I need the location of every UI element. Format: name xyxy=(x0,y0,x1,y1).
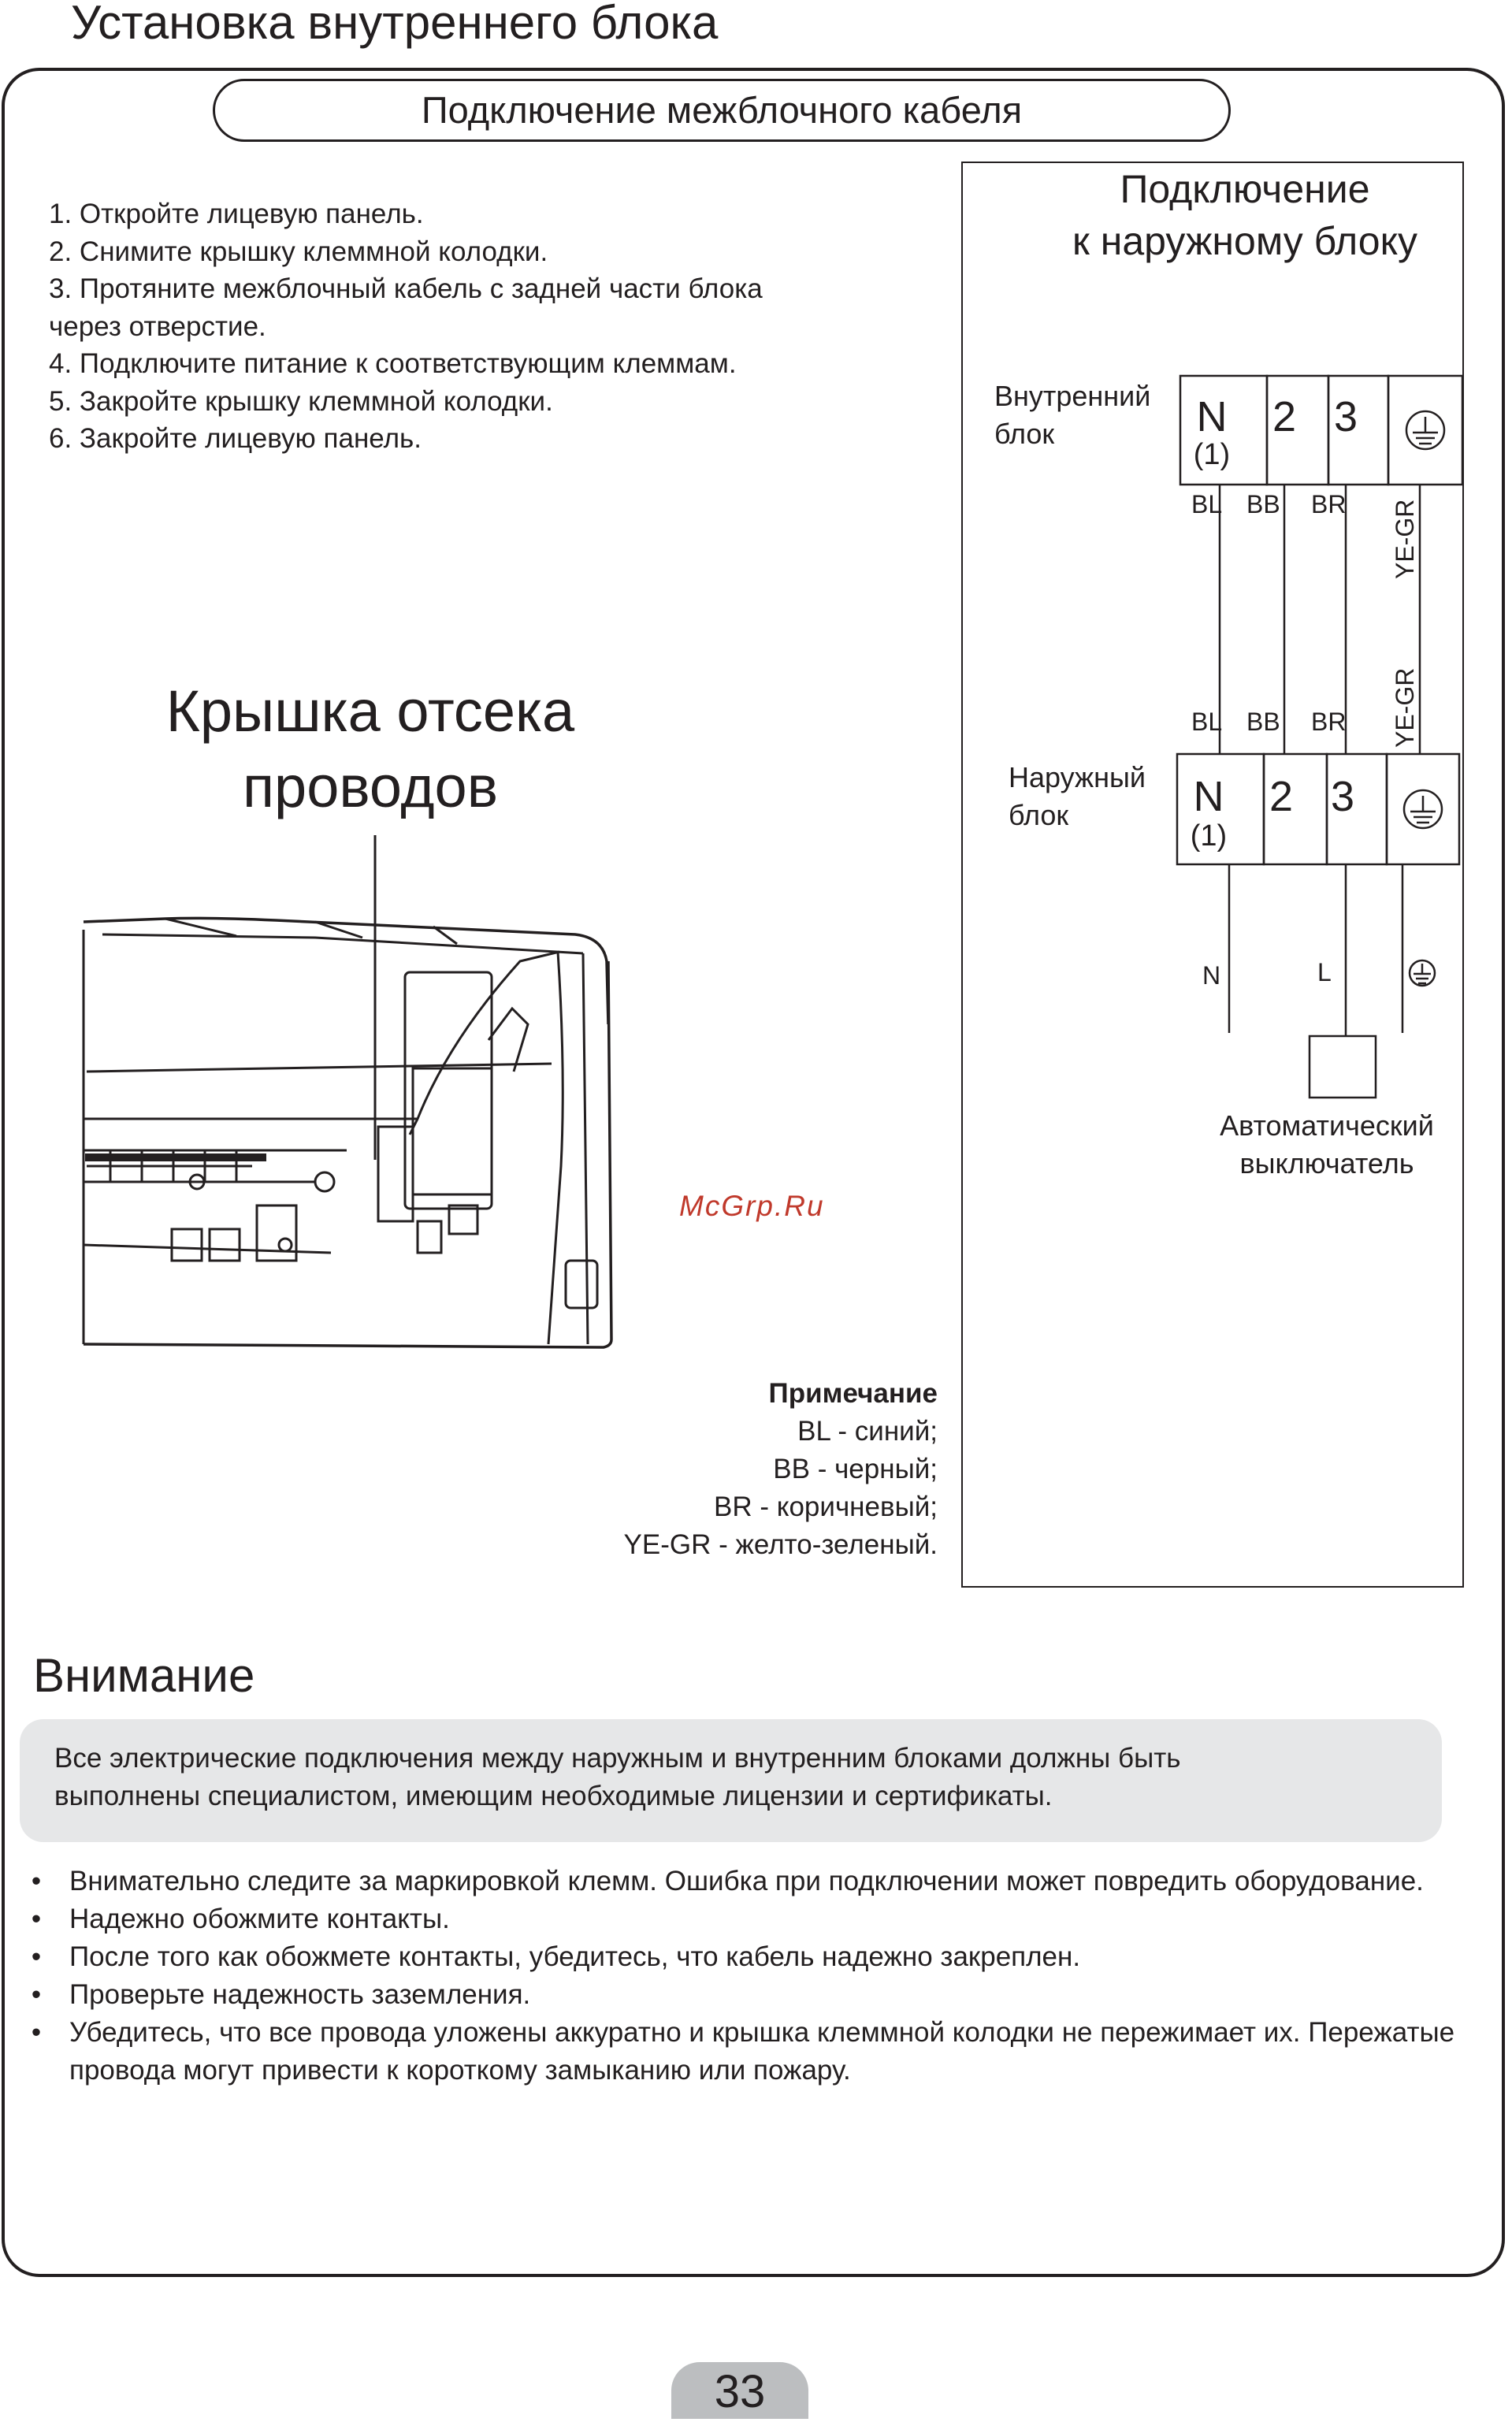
wiring-diagram xyxy=(961,162,1464,1280)
watermark: McGrp.Ru xyxy=(679,1190,825,1222)
terminal-n: N xyxy=(1193,773,1224,820)
indoor-unit-label: блок xyxy=(994,418,1055,450)
supply-label-n: N xyxy=(1202,961,1221,990)
list-item: • После того как обожмете контакты, убедитесь, что кабель надежно закреплен. xyxy=(20,1938,1494,1976)
page-number: 33 xyxy=(671,2362,808,2419)
note-heading: Примечание xyxy=(768,1378,938,1409)
terminal-2: 2 xyxy=(1272,393,1297,440)
step-item: 3. Протяните межблочный кабель с задней части блока через отверстие. xyxy=(49,273,763,342)
list-item: • Надежно обожмите контакты. xyxy=(20,1900,1494,1938)
diagram-title-line1: Подключение xyxy=(1120,167,1370,211)
terminal-2: 2 xyxy=(1269,773,1294,820)
bullet-dot: • xyxy=(31,1979,42,2010)
note-item: BB - черный; xyxy=(773,1454,938,1484)
color-note xyxy=(473,1375,938,1564)
outdoor-unit-label: Наружный xyxy=(1009,761,1146,793)
attention-box xyxy=(20,1719,1442,1842)
step-item: 2. Снимите крышку клеммной колодки. xyxy=(49,236,548,267)
attention-heading: Внимание xyxy=(33,1649,255,1702)
outdoor-terminal-block xyxy=(1177,754,1459,864)
diagram-title-line2: к наружному блоку xyxy=(1072,219,1418,263)
list-item: • Внимательно следите за маркировкой клемм. Ошибка при подключении может повредить оборудование. xyxy=(20,1863,1494,1900)
supply-label-l: L xyxy=(1317,958,1332,986)
note-item: BL - синий; xyxy=(797,1416,938,1447)
terminal-3: 3 xyxy=(1333,393,1358,440)
circuit-breaker xyxy=(1310,1036,1376,1098)
terminal-n-sub: (1) xyxy=(1190,819,1228,853)
supply-wires xyxy=(1229,864,1435,1098)
indoor-unit-label: Внутренний xyxy=(994,380,1151,412)
terminal-n: N xyxy=(1196,393,1228,440)
page-title: Установка внутреннего блока xyxy=(71,0,719,49)
indoor-unit-illustration xyxy=(79,835,630,1355)
installation-steps xyxy=(49,195,789,458)
callout-line: проводов xyxy=(242,754,499,819)
wire-label-br: BR xyxy=(1311,490,1347,518)
list-item: • Убедитесь, что все провода уложены аккуратно и крышка клеммной колодки не пережимает их. Пережатые провода могут привести к короткому замыканию или пожару. xyxy=(20,2014,1494,2090)
callout-line: Крышка отсека xyxy=(165,678,575,744)
attention-text: выполнены специалистом, имеющим необходимые лицензии и сертификаты. xyxy=(54,1781,1053,1811)
step-item: 6. Закройте лицевую панель. xyxy=(49,423,422,454)
breaker-label: Автоматический xyxy=(1220,1109,1434,1142)
note-item: YE-GR - желто-зеленый. xyxy=(623,1529,938,1560)
outdoor-unit-label: блок xyxy=(1009,799,1069,831)
terminal-3: 3 xyxy=(1330,773,1355,820)
precaution-list xyxy=(20,1863,1494,2090)
wire-label-bl: BL xyxy=(1191,708,1223,736)
bullet-dot: • xyxy=(31,1941,42,1972)
list-item: • Проверьте надежность заземления. xyxy=(20,1976,1494,2014)
wire-label-bb: BB xyxy=(1246,708,1280,736)
bullet-dot: • xyxy=(31,2017,42,2048)
wire-label-yegr: YE-GR xyxy=(1391,667,1419,748)
bullet-dot: • xyxy=(31,1904,42,1934)
bullet-dot: • xyxy=(31,1866,42,1896)
wire-label-bl: BL xyxy=(1191,490,1223,518)
step-item: 4. Подключите питание к соответствующим клеммам. xyxy=(49,348,737,379)
step-item: 5. Закройте крышку клеммной колодки. xyxy=(49,385,553,417)
wire-label-br: BR xyxy=(1311,708,1347,736)
terminal-n-sub: (1) xyxy=(1193,438,1231,471)
indoor-terminal-block xyxy=(1180,376,1462,485)
wire-cover-callout xyxy=(118,674,622,825)
note-item: BR - коричневый; xyxy=(714,1491,938,1522)
step-item: 1. Откройте лицевую панель. xyxy=(49,199,424,229)
breaker-label: выключатель xyxy=(1239,1147,1414,1179)
section-title: Подключение межблочного кабеля xyxy=(213,79,1231,142)
attention-text: Все электрические подключения между наружным и внутренним блоками должны быть xyxy=(54,1743,1181,1774)
wire-label-bb: BB xyxy=(1246,490,1280,518)
wire-label-yegr: YE-GR xyxy=(1391,499,1419,579)
